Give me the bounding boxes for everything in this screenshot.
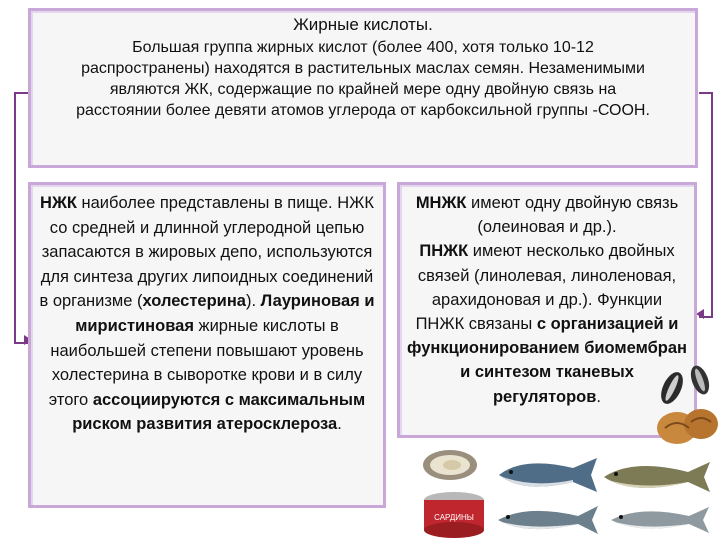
- intro-text: [41, 37, 685, 121]
- sardine-can-image: [418, 488, 490, 540]
- cholesterol-term: холестерина: [142, 292, 246, 311]
- intro-line: распространены) находятся в растительных маслах семян. Незаменимыми: [81, 60, 645, 77]
- salmon-fish-image: [598, 452, 716, 502]
- can-label: САРДИНЫ: [434, 513, 474, 522]
- pnzhk-text: имеют несколько двойных связей (линолевая, линоленовая, арахидоновая и др.). Функции ПНЖК связаны: [415, 242, 677, 334]
- pnzhk-text-end: .: [596, 387, 602, 406]
- bracket-left: [14, 92, 28, 344]
- arrow-right-icon: [696, 309, 704, 319]
- tuna-fish-image: [493, 450, 605, 500]
- intro-line: расстоянии более девяти атомов углерода от карбоксильной группы -СООН.: [76, 102, 650, 119]
- nzhk-abbr: НЖК: [40, 194, 77, 212]
- pnzhk-abbr: ПНЖК: [419, 242, 469, 261]
- oyster-image: [420, 445, 480, 485]
- herring-fish-image: [605, 500, 715, 540]
- mnzhk-abbr: МНЖК: [415, 194, 467, 212]
- nzhk-text-2: ).: [245, 292, 261, 311]
- slide-title: Жирные кислоты.: [293, 15, 433, 34]
- saturated-fatty-acids-box: [28, 182, 386, 508]
- mnzhk-text: имеют одну двойную связь (олеиновая и др.).: [466, 194, 679, 237]
- biomembrane-term: с организацией и функционированием биомембран и синтезом тканевых регуляторов: [407, 315, 687, 406]
- mnzhk-paragraph: [406, 191, 688, 239]
- atherosclerosis-risk-term: ассоциируются с максимальным риском развития атеросклероза: [72, 390, 366, 434]
- intro-line: являются ЖК, содержащие по крайней мере одну двойную связь на: [109, 81, 617, 98]
- nuts-image: [655, 400, 720, 450]
- nzhk-text-1: наиболее представлены в пище. НЖК со средней и длинной углеродной цепью запасаются в жировых депо, используются для синтеза других липоидных соединений в организме (: [39, 194, 374, 311]
- bracket-right: [699, 92, 713, 318]
- intro-line: Большая группа жирных кислот (более 400, хотя только 10-12: [132, 39, 594, 56]
- mackerel-fish-image: [492, 500, 604, 540]
- nzhk-text-4: .: [337, 415, 342, 434]
- pnzhk-paragraph: [406, 239, 688, 408]
- intro-box: [28, 8, 698, 168]
- nzhk-text-3: жирные кислоты в наибольшей степени повышают уровень холестерина в сыворотке крови и в силу этого: [48, 316, 364, 409]
- lauric-myristic-term: Лауриновая и миристиновая: [75, 292, 375, 335]
